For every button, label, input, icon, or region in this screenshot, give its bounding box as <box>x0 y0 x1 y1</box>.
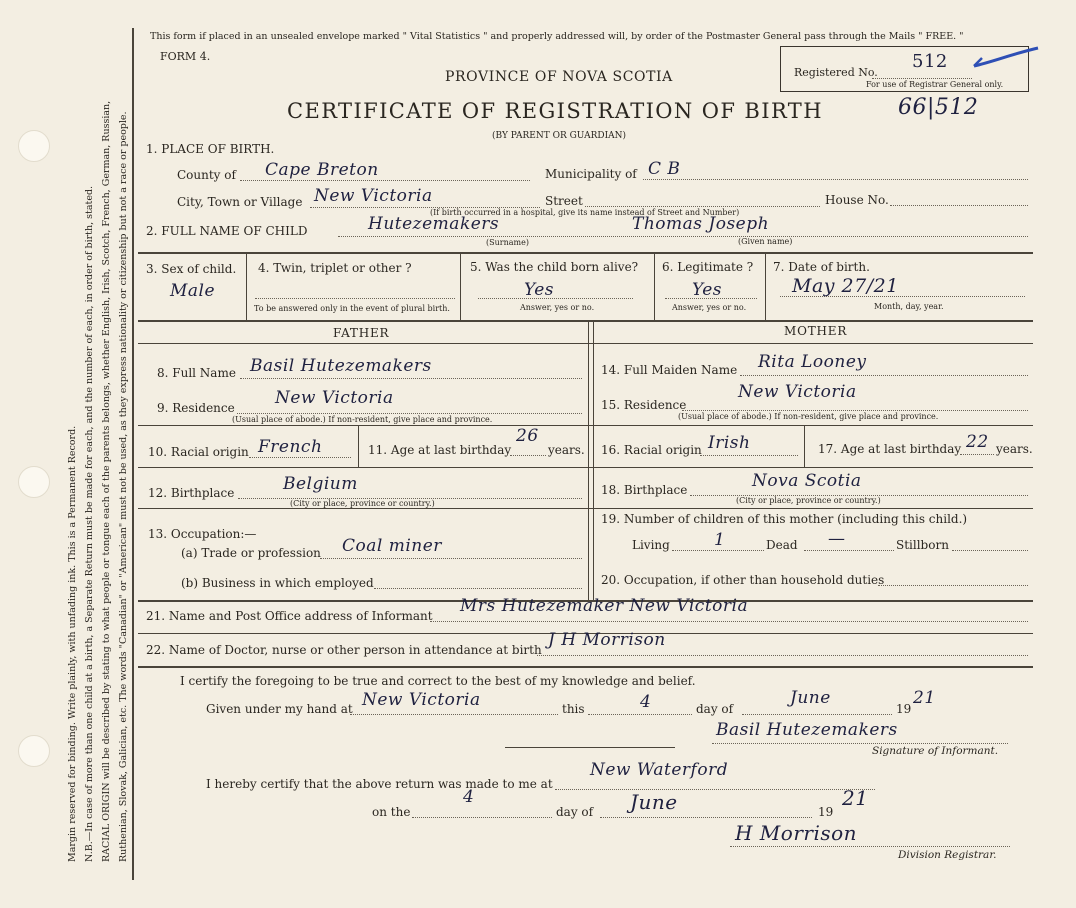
informant-label: 21. Name and Post Office address of Informant <box>146 609 433 623</box>
mother-residence-value: New Victoria <box>738 382 857 402</box>
alive-caption: Answer, yes or no. <box>520 303 595 312</box>
mother-name-label: 14. Full Maiden Name <box>601 363 738 377</box>
certificate-title: CERTIFICATE OF REGISTRATION OF BIRTH <box>287 99 823 123</box>
mother-age-value: 22 <box>966 432 989 452</box>
dob-value: May 27/21 <box>792 275 899 297</box>
informant-value: Mrs Hutezemaker New Victoria <box>460 596 749 616</box>
given-caption: (Given name) <box>738 237 793 246</box>
mother-birthplace-label: 18. Birthplace <box>601 483 688 497</box>
father-name-value: Basil Hutezemakers <box>250 356 432 376</box>
given-year-value: 21 <box>913 688 936 708</box>
given-place-value: New Victoria <box>362 690 481 710</box>
child-surname: Hutezemakers <box>368 214 500 234</box>
mail-notice: This form if placed in an unsealed envelope marked " Vital Statistics " and properly addressed will, by order of the Postmaster General pass through the Mails " FREE. " <box>150 31 964 42</box>
alive-value: Yes <box>524 280 555 300</box>
municipality-label: Municipality of <box>545 167 637 181</box>
registrar-month-value: June <box>630 790 678 814</box>
given-day-value: 4 <box>640 692 652 712</box>
dead-label: Dead <box>766 538 798 552</box>
title-number: 66|512 <box>898 95 979 120</box>
father-residence-note: (Usual place of abode.) If non-resident, give place and province. <box>232 415 493 424</box>
living-label: Living <box>632 538 670 552</box>
registered-value: 512 <box>912 51 948 72</box>
mother-years: years. <box>996 442 1033 456</box>
legitimate-caption: Answer, yes or no. <box>672 303 747 312</box>
father-heading: FATHER <box>333 326 390 340</box>
this-label: this <box>562 702 585 716</box>
occupation-label: 13. Occupation:— <box>148 527 257 541</box>
punch-hole <box>18 735 50 767</box>
mother-residence-label: 15. Residence <box>601 398 687 412</box>
father-birthplace-label: 12. Birthplace <box>148 486 235 500</box>
surname-caption: (Surname) <box>486 238 529 247</box>
father-age-value: 26 <box>516 426 539 446</box>
registrar-day-value: 4 <box>463 787 475 807</box>
province: PROVINCE OF NOVA SCOTIA <box>445 69 673 85</box>
margin-note-3: RACIAL ORIGIN will be described by stating to what people or tongue each of the parents belongs, whether English, Irish, Scotch, French, German, Russian, <box>101 100 112 862</box>
hospital-note: (If birth occurred in a hospital, give its name instead of Street and Number) <box>430 208 740 217</box>
dob-label: 7. Date of birth. <box>773 260 870 274</box>
father-residence-label: 9. Residence <box>157 401 235 415</box>
father-racial-label: 10. Racial origin <box>148 445 249 459</box>
twin-note: To be answered only in the event of plural birth. <box>254 304 450 313</box>
doctor-label: 22. Name of Doctor, nurse or other person in attendance at birth <box>146 643 542 657</box>
legitimate-value: Yes <box>692 280 723 300</box>
mother-occupation-label: 20. Occupation, if other than household duties <box>601 573 885 587</box>
margin-note-1: Margin reserved for binding. Write plainly, with unfading ink. This is a Permanent Record. <box>67 425 78 862</box>
registrar-caption: Division Registrar. <box>898 849 997 861</box>
city-label: City, Town or Village <box>177 195 303 209</box>
trade-label: (a) Trade or profession <box>181 546 321 560</box>
place-of-birth-heading: 1. PLACE OF BIRTH. <box>146 142 275 156</box>
registrar-year-prefix: 19 <box>818 805 834 819</box>
certify-text: I certify the foregoing to be true and correct to the best of my knowledge and belief. <box>180 674 696 688</box>
father-age-label: 11. Age at last birthday <box>368 443 512 457</box>
doctor-value: J H Morrison <box>548 630 666 650</box>
sex-value: Male <box>170 281 216 301</box>
business-label: (b) Business in which employed <box>181 576 374 590</box>
child-name-label: 2. FULL NAME OF CHILD <box>146 224 308 238</box>
registrar-text: I hereby certify that the above return was made to me at <box>206 777 553 791</box>
mother-residence-note: (Usual place of abode.) If non-resident, give place and province. <box>678 412 939 421</box>
informant-signature-caption: Signature of Informant. <box>872 745 999 757</box>
county-label: County of <box>177 168 236 182</box>
alive-label: 5. Was the child born alive? <box>470 260 639 274</box>
registered-note: For use of Registrar General only. <box>866 80 1004 89</box>
mother-age-label: 17. Age at last birthday <box>818 442 962 456</box>
informant-signature: Basil Hutezemakers <box>716 720 898 740</box>
year-prefix: 19 <box>896 702 912 716</box>
left-border <box>132 28 134 880</box>
living-value: 1 <box>714 530 726 550</box>
check-mark-icon <box>972 46 1042 70</box>
day-of-label: day of <box>696 702 734 716</box>
sex-label: 3. Sex of child. <box>146 262 237 276</box>
mother-birthplace-value: Nova Scotia <box>752 471 862 491</box>
legitimate-label: 6. Legitimate ? <box>662 260 754 274</box>
registrar-place-value: New Waterford <box>590 760 729 780</box>
form-number: FORM 4. <box>160 50 211 63</box>
father-birthplace-value: Belgium <box>283 474 358 494</box>
house-label: House No. <box>825 193 889 207</box>
county-value: Cape Breton <box>265 160 379 180</box>
child-given-name: Thomas Joseph <box>632 214 770 234</box>
mother-name-value: Rita Looney <box>758 352 867 372</box>
dob-caption: Month, day, year. <box>874 302 944 311</box>
trade-value: Coal miner <box>342 536 442 556</box>
registrar-day-of-label: day of <box>556 805 594 819</box>
mother-heading: MOTHER <box>784 324 848 338</box>
father-years: years. <box>548 443 585 457</box>
punch-hole <box>18 466 50 498</box>
dead-value: — <box>828 529 846 549</box>
father-birthplace-note: (City or place, province or country.) <box>290 499 435 508</box>
given-month-value: June <box>790 688 831 708</box>
registrar-year-value: 21 <box>842 786 869 810</box>
margin-note-4: Ruthenian, Slovak, Galician, etc. The words "Canadian" or "American" must not be used, as they express nationality or citizenship but not a race or people. <box>118 111 129 862</box>
margin-note-2: N.B.—In case of more than one child at a birth, a Separate Return must be made for each, and the number of each, in order of birth, stated. <box>84 185 95 862</box>
stillborn-label: Stillborn <box>896 538 949 552</box>
municipality-value: C B <box>648 159 681 179</box>
registrar-signature: H Morrison <box>735 821 858 845</box>
given-under-label: Given under my hand at <box>206 702 353 716</box>
father-name-label: 8. Full Name <box>157 366 236 380</box>
mother-birthplace-note: (City or place, province or country.) <box>736 496 881 505</box>
punch-hole <box>18 130 50 162</box>
father-racial-value: French <box>258 437 323 457</box>
mother-racial-label: 16. Racial origin <box>601 443 702 457</box>
registered-label: Registered No. <box>794 66 878 79</box>
certificate-subtitle: (BY PARENT OR GUARDIAN) <box>492 131 627 141</box>
children-count-label: 19. Number of children of this mother (including this child.) <box>601 512 968 526</box>
street-label: Street <box>545 194 583 208</box>
on-the-label: on the <box>372 805 411 819</box>
mother-racial-value: Irish <box>708 433 751 453</box>
city-value: New Victoria <box>314 186 433 206</box>
father-residence-value: New Victoria <box>275 388 394 408</box>
twin-label: 4. Twin, triplet or other ? <box>258 261 412 275</box>
